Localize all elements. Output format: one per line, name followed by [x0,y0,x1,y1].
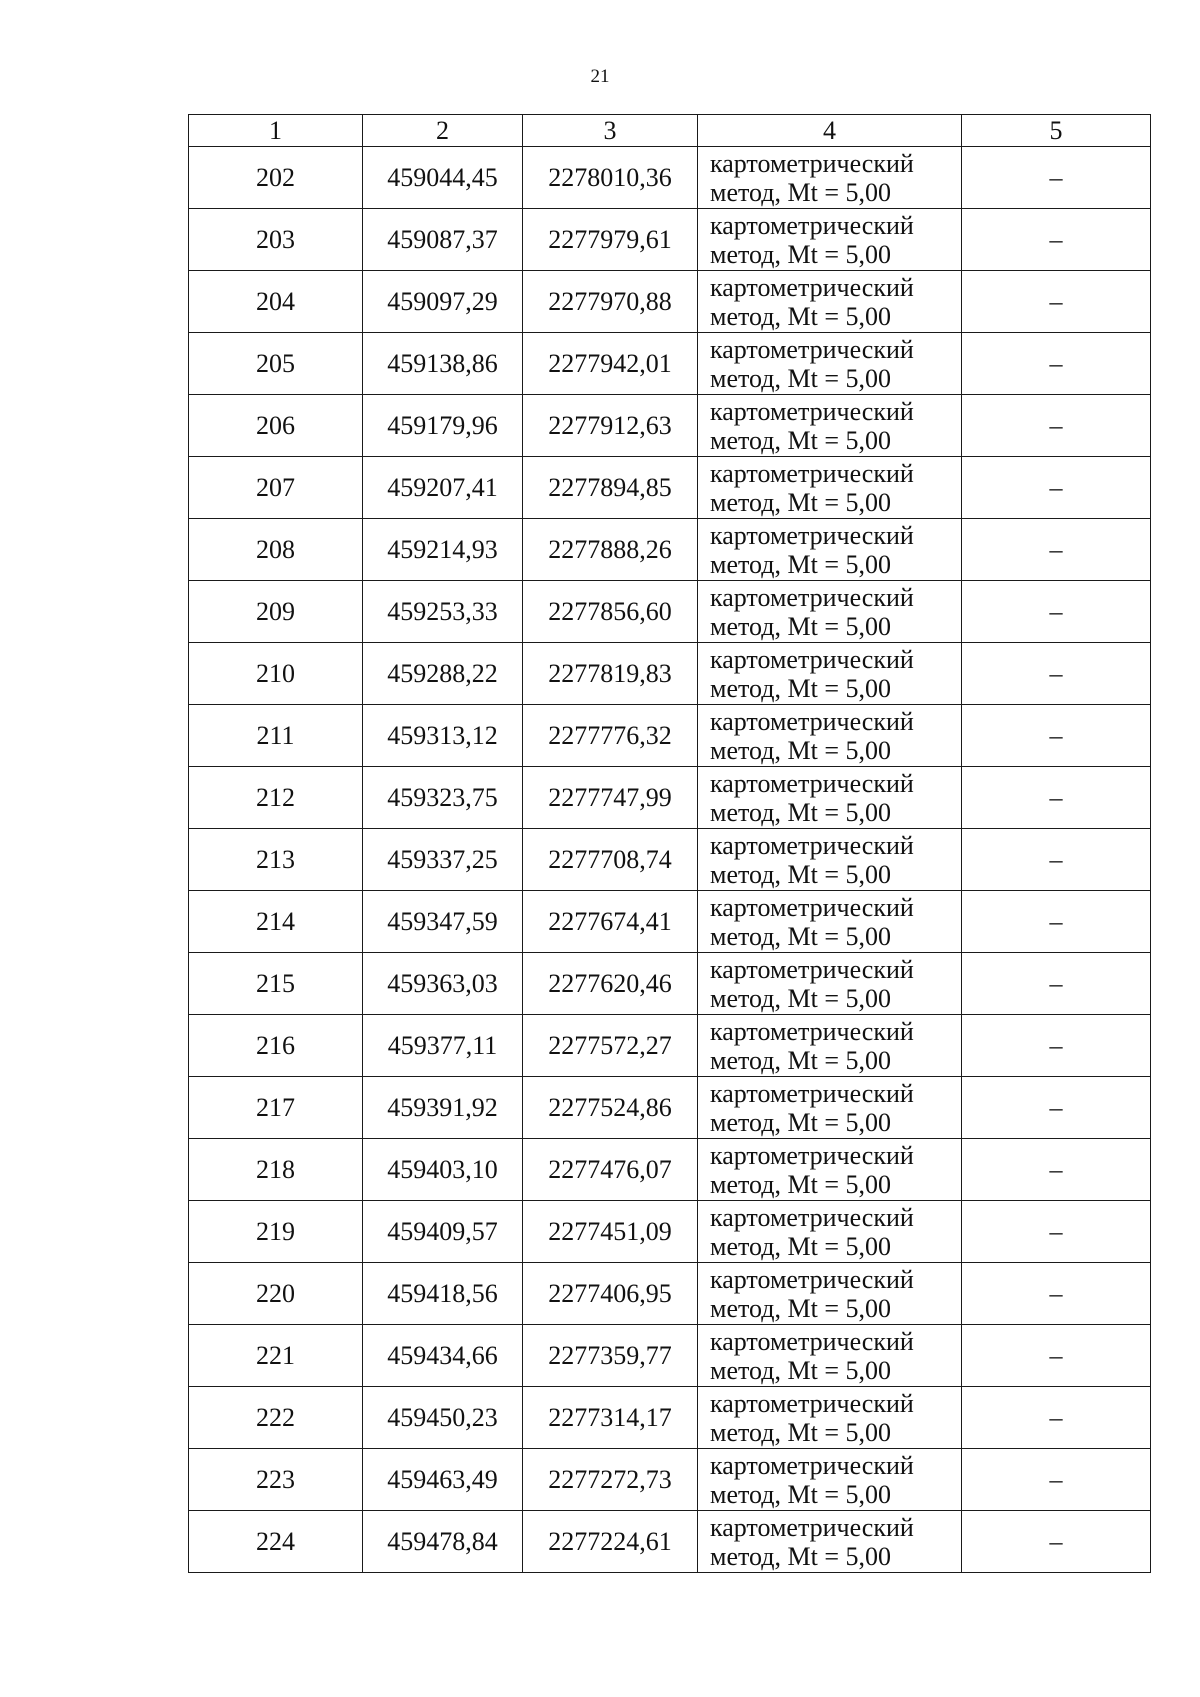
method-name: картометрический [710,1326,914,1356]
method-name: картометрический [710,768,914,798]
y-coordinate-cell: 2277708,74 [523,829,698,891]
y-coordinate-cell: 2277674,41 [523,891,698,953]
table-row [189,395,1151,457]
method-accuracy: метод, Mt = 5,00 [710,425,891,455]
extra-value-cell: – [962,333,1151,395]
method-name: картометрический [710,954,914,984]
method-cell [698,643,962,705]
y-coordinate-cell: 2277524,86 [523,1077,698,1139]
y-coordinate-cell: 2277406,95 [523,1263,698,1325]
point-number-cell: 212 [189,767,363,829]
header-col-2: 2 [363,115,523,147]
method-accuracy: метод, Mt = 5,00 [710,735,891,765]
x-coordinate-cell: 459434,66 [363,1325,523,1387]
table-row [189,1449,1151,1511]
x-coordinate-cell: 459409,57 [363,1201,523,1263]
method-name: картометрический [710,1016,914,1046]
extra-value-cell: – [962,1015,1151,1077]
header-col-4: 4 [698,115,962,147]
y-coordinate-cell: 2277979,61 [523,209,698,271]
table-row [189,1325,1151,1387]
point-number-cell: 219 [189,1201,363,1263]
header-row [189,115,1151,147]
x-coordinate-cell: 459253,33 [363,581,523,643]
method-accuracy: метод, Mt = 5,00 [710,363,891,393]
method-cell [698,395,962,457]
point-number-cell: 210 [189,643,363,705]
header-col-5: 5 [962,115,1151,147]
method-accuracy: метод, Mt = 5,00 [710,177,891,207]
table-row [189,953,1151,1015]
method-accuracy: метод, Mt = 5,00 [710,1479,891,1509]
table-header [189,115,1151,147]
method-name: картометрический [710,210,914,240]
point-number-cell: 207 [189,457,363,519]
y-coordinate-cell: 2277747,99 [523,767,698,829]
point-number-cell: 214 [189,891,363,953]
method-name: картометрический [710,830,914,860]
point-number-cell: 204 [189,271,363,333]
point-number-cell: 216 [189,1015,363,1077]
method-name: картометрический [710,148,914,178]
extra-value-cell: – [962,705,1151,767]
method-cell [698,1263,962,1325]
table-row [189,581,1151,643]
point-number-cell: 211 [189,705,363,767]
method-name: картометрический [710,582,914,612]
y-coordinate-cell: 2277476,07 [523,1139,698,1201]
method-accuracy: метод, Mt = 5,00 [710,239,891,269]
method-cell [698,519,962,581]
table-row [189,457,1151,519]
extra-value-cell: – [962,457,1151,519]
x-coordinate-cell: 459323,75 [363,767,523,829]
extra-value-cell: – [962,1325,1151,1387]
x-coordinate-cell: 459418,56 [363,1263,523,1325]
method-name: картометрический [710,1140,914,1170]
table-row [189,209,1151,271]
extra-value-cell: – [962,1449,1151,1511]
extra-value-cell: – [962,1139,1151,1201]
method-accuracy: метод, Mt = 5,00 [710,1355,891,1385]
method-name: картометрический [710,334,914,364]
extra-value-cell: – [962,271,1151,333]
method-accuracy: метод, Mt = 5,00 [710,1231,891,1261]
y-coordinate-cell: 2277888,26 [523,519,698,581]
point-number-cell: 220 [189,1263,363,1325]
table-body [189,147,1151,1573]
y-coordinate-cell: 2277856,60 [523,581,698,643]
extra-value-cell: – [962,643,1151,705]
method-accuracy: метод, Mt = 5,00 [710,797,891,827]
x-coordinate-cell: 459288,22 [363,643,523,705]
method-cell [698,1015,962,1077]
table-row [189,767,1151,829]
method-name: картометрический [710,272,914,302]
point-number-cell: 206 [189,395,363,457]
method-cell [698,829,962,891]
method-cell [698,1139,962,1201]
point-number-cell: 221 [189,1325,363,1387]
method-cell [698,271,962,333]
y-coordinate-cell: 2277572,27 [523,1015,698,1077]
method-name: картометрический [710,1450,914,1480]
y-coordinate-cell: 2277776,32 [523,705,698,767]
method-cell [698,1449,962,1511]
y-coordinate-cell: 2277314,17 [523,1387,698,1449]
point-number-cell: 203 [189,209,363,271]
method-cell [698,333,962,395]
method-accuracy: метод, Mt = 5,00 [710,1045,891,1075]
x-coordinate-cell: 459337,25 [363,829,523,891]
table-row [189,829,1151,891]
x-coordinate-cell: 459097,29 [363,271,523,333]
table-row [189,705,1151,767]
extra-value-cell: – [962,1201,1151,1263]
method-name: картометрический [710,520,914,550]
x-coordinate-cell: 459463,49 [363,1449,523,1511]
point-number-cell: 208 [189,519,363,581]
extra-value-cell: – [962,581,1151,643]
table-row [189,1387,1151,1449]
y-coordinate-cell: 2277894,85 [523,457,698,519]
coordinates-table [188,114,1151,1573]
extra-value-cell: – [962,953,1151,1015]
method-accuracy: метод, Mt = 5,00 [710,673,891,703]
method-cell [698,705,962,767]
method-accuracy: метод, Mt = 5,00 [710,1541,891,1571]
x-coordinate-cell: 459313,12 [363,705,523,767]
method-name: картометрический [710,1512,914,1542]
point-number-cell: 205 [189,333,363,395]
table-row [189,643,1151,705]
y-coordinate-cell: 2277912,63 [523,395,698,457]
table-row [189,1263,1151,1325]
table-row [189,1015,1151,1077]
method-cell [698,581,962,643]
table-row [189,1077,1151,1139]
method-accuracy: метод, Mt = 5,00 [710,1293,891,1323]
point-number-cell: 217 [189,1077,363,1139]
x-coordinate-cell: 459391,92 [363,1077,523,1139]
x-coordinate-cell: 459403,10 [363,1139,523,1201]
page-number: 21 [590,66,610,87]
extra-value-cell: – [962,519,1151,581]
method-cell [698,767,962,829]
y-coordinate-cell: 2277272,73 [523,1449,698,1511]
method-name: картометрический [710,1078,914,1108]
table-row [189,1511,1151,1573]
x-coordinate-cell: 459207,41 [363,457,523,519]
method-accuracy: метод, Mt = 5,00 [710,549,891,579]
y-coordinate-cell: 2277224,61 [523,1511,698,1573]
x-coordinate-cell: 459347,59 [363,891,523,953]
x-coordinate-cell: 459450,23 [363,1387,523,1449]
table-row [189,147,1151,209]
y-coordinate-cell: 2277451,09 [523,1201,698,1263]
method-accuracy: метод, Mt = 5,00 [710,487,891,517]
table-row [189,891,1151,953]
method-accuracy: метод, Mt = 5,00 [710,1107,891,1137]
table-row [189,519,1151,581]
x-coordinate-cell: 459377,11 [363,1015,523,1077]
extra-value-cell: – [962,1077,1151,1139]
method-cell [698,953,962,1015]
method-name: картометрический [710,1202,914,1232]
method-cell [698,147,962,209]
method-cell [698,1325,962,1387]
method-name: картометрический [710,396,914,426]
y-coordinate-cell: 2277620,46 [523,953,698,1015]
x-coordinate-cell: 459478,84 [363,1511,523,1573]
method-name: картометрический [710,1388,914,1418]
x-coordinate-cell: 459363,03 [363,953,523,1015]
point-number-cell: 209 [189,581,363,643]
y-coordinate-cell: 2277970,88 [523,271,698,333]
method-name: картометрический [710,1264,914,1294]
point-number-cell: 215 [189,953,363,1015]
table-row [189,1139,1151,1201]
point-number-cell: 202 [189,147,363,209]
y-coordinate-cell: 2277819,83 [523,643,698,705]
y-coordinate-cell: 2278010,36 [523,147,698,209]
method-accuracy: метод, Mt = 5,00 [710,1417,891,1447]
table-row [189,1201,1151,1263]
x-coordinate-cell: 459179,96 [363,395,523,457]
method-cell [698,891,962,953]
extra-value-cell: – [962,891,1151,953]
extra-value-cell: – [962,147,1151,209]
point-number-cell: 222 [189,1387,363,1449]
extra-value-cell: – [962,829,1151,891]
method-accuracy: метод, Mt = 5,00 [710,301,891,331]
header-col-3: 3 [523,115,698,147]
method-name: картометрический [710,644,914,674]
y-coordinate-cell: 2277359,77 [523,1325,698,1387]
method-accuracy: метод, Mt = 5,00 [710,859,891,889]
method-cell [698,1387,962,1449]
method-name: картометрический [710,892,914,922]
method-cell [698,209,962,271]
point-number-cell: 218 [189,1139,363,1201]
extra-value-cell: – [962,767,1151,829]
method-cell [698,1077,962,1139]
x-coordinate-cell: 459138,86 [363,333,523,395]
method-name: картометрический [710,706,914,736]
point-number-cell: 223 [189,1449,363,1511]
x-coordinate-cell: 459044,45 [363,147,523,209]
extra-value-cell: – [962,1263,1151,1325]
method-accuracy: метод, Mt = 5,00 [710,611,891,641]
method-accuracy: метод, Mt = 5,00 [710,983,891,1013]
extra-value-cell: – [962,395,1151,457]
x-coordinate-cell: 459214,93 [363,519,523,581]
method-accuracy: метод, Mt = 5,00 [710,1169,891,1199]
point-number-cell: 213 [189,829,363,891]
x-coordinate-cell: 459087,37 [363,209,523,271]
table-row [189,271,1151,333]
method-accuracy: метод, Mt = 5,00 [710,921,891,951]
header-col-1: 1 [189,115,363,147]
y-coordinate-cell: 2277942,01 [523,333,698,395]
method-name: картометрический [710,458,914,488]
method-cell [698,1511,962,1573]
method-cell [698,1201,962,1263]
extra-value-cell: – [962,209,1151,271]
method-cell [698,457,962,519]
table-row [189,333,1151,395]
point-number-cell: 224 [189,1511,363,1573]
extra-value-cell: – [962,1387,1151,1449]
extra-value-cell: – [962,1511,1151,1573]
